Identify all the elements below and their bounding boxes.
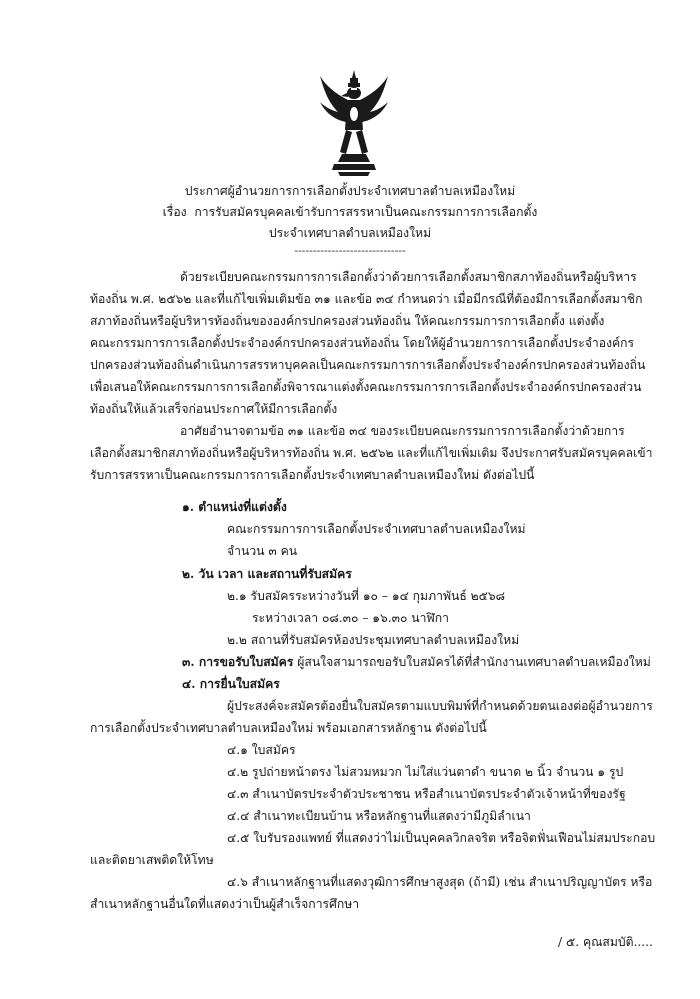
subject-label: เรื่อง xyxy=(162,205,187,219)
section-1-position: คณะกรรมการการเลือกตั้งประจำเทศบาลตำบลเหมืองใหม่ xyxy=(227,522,526,536)
announcement-title: ประกาศผู้อำนวยการการเลือกตั้งประจำเทศบาลตำบลเหมืองใหม่ xyxy=(184,184,516,198)
subject-line-2: ประจำเทศบาลตำบลเหมืองใหม่ xyxy=(268,226,432,240)
section-2-title: ๒. วัน เวลา และสถานที่รับสมัคร xyxy=(182,567,352,581)
section-4-4: ๔.๔ สำเนาทะเบียนบ้าน หรือหลักฐานที่แสดงว่ามีภูมิลำเนา xyxy=(227,809,531,823)
section-1-title: ๑. ตำแหน่งที่แต่งตั้ง xyxy=(182,500,287,514)
section-4-6-cont: สำเนาหลักฐานอื่นใดที่แสดงว่าเป็นผู้สำเร็จการศึกษา xyxy=(90,897,360,911)
section-3-text: ผู้สนใจสามารถขอรับใบสมัครได้ที่สำนักงานเทศบาลตำบลเหมืองใหม่ xyxy=(297,655,651,669)
intro-p1-line5: ปกครองส่วนท้องถิ่นดำเนินการสรรหาบุคคลเป็นคณะกรรมการการเลือกตั้งประจำองค์กรปกครองส่วนท้องถิ่น xyxy=(90,358,646,372)
garuda-emblem-icon xyxy=(318,68,390,178)
section-4-1: ๔.๑ ใบสมัคร xyxy=(227,743,296,757)
subject-line xyxy=(0,204,700,220)
section-4-para-line1: ผู้ประสงค์จะสมัครต้องยื่นใบสมัครตามแบบพิมพ์ที่กำหนดด้วยตนเองต่อผู้อำนวยการ xyxy=(227,699,653,713)
intro-p1-line2: ท้องถิ่น พ.ศ. ๒๕๖๒ และที่แก้ไขเพิ่มเติมข้อ ๓๑ และข้อ ๓๔ กำหนดว่า เมื่อมีกรณีที่ต้องมีการเลือกตั้งสมาชิก xyxy=(90,292,643,306)
section-2-1-time: ระหว่างเวลา ๐๘.๓๐ – ๑๖.๓๐ นาฬิกา xyxy=(252,611,450,625)
subject-text: การรับสมัครบุคคลเข้ารับการสรรหาเป็นคณะกรรมการการเลือกตั้ง xyxy=(194,205,538,219)
intro-p2-line2: เลือกตั้งสมาชิกสภาท้องถิ่นหรือผู้บริหารท้องถิ่น พ.ศ. ๒๕๖๒ และที่แก้ไขเพิ่มเติม จึงประกาศรับสมัครบุคคลเข้า xyxy=(90,446,653,460)
header-separator: ------------------------------ xyxy=(294,244,406,257)
section-4-5: ๔.๕ ใบรับรองแพทย์ ที่แสดงว่าไม่เป็นบุคคลวิกลจริต หรือจิตฟั่นเฟือนไม่สมประกอบ xyxy=(227,831,656,845)
section-4-para-line2: การเลือกตั้งประจำเทศบาลตำบลเหมืองใหม่ พร้อมเอกสารหลักฐาน ดังต่อไปนี้ xyxy=(90,721,487,735)
intro-p2-line1: อาศัยอำนาจตามข้อ ๓๑ และข้อ ๓๔ ของระเบียบคณะกรรมการการเลือกตั้งว่าด้วยการ xyxy=(180,424,625,438)
intro-p1-line6: เพื่อเสนอให้คณะกรรมการการเลือกตั้งพิจารณาแต่งตั้งคณะกรรมการการเลือกตั้งประจำองค์กรปกครองส่วน xyxy=(90,380,642,394)
section-1-count: จำนวน ๓ คน xyxy=(227,544,298,558)
section-4-3: ๔.๓ สำเนาบัตรประจำตัวประชาชน หรือสำเนาบัตรประจำตัวเจ้าหน้าที่ของรัฐ xyxy=(227,787,626,801)
section-4-5-cont: และติดยาเสพติดให้โทษ xyxy=(90,853,214,867)
section-3-title: ๓. การขอรับใบสมัคร xyxy=(182,655,294,669)
intro-p1-line4: คณะกรรมการการเลือกตั้งประจำองค์กรปกครองส่วนท้องถิ่น โดยให้ผู้อำนวยการการเลือกตั้งประจำองค์กร xyxy=(90,336,635,350)
intro-p1-line3: สภาท้องถิ่นหรือผู้บริหารท้องถิ่นขององค์กรปกครองส่วนท้องถิ่น ให้คณะกรรมการการเลือกตั้ง แต่งตั้ง xyxy=(90,314,605,328)
intro-p2-line3: รับการสรรหาเป็นคณะกรรมการการเลือกตั้งประจำเทศบาลตำบลเหมืองใหม่ ดังต่อไปนี้ xyxy=(90,468,535,482)
section-4-2: ๔.๒ รูปถ่ายหน้าตรง ไม่สวมหมวก ไม่ใส่แว่นตาดำ ขนาด ๒ นิ้ว จำนวน ๑ รูป xyxy=(227,765,624,779)
section-3 xyxy=(182,654,651,670)
section-2-1-dates: ๒.๑ รับสมัครระหว่างวันที่ ๑๐ – ๑๔ กุมภาพันธ์ ๒๕๖๘ xyxy=(227,589,506,603)
continued-marker: / ๕. คุณสมบัติ..... xyxy=(558,935,653,949)
intro-p1-line7: ท้องถิ่นให้แล้วเสร็จก่อนประกาศให้มีการเลือกตั้ง xyxy=(90,402,338,416)
intro-p1-line1: ด้วยระเบียบคณะกรรมการการเลือกตั้งว่าด้วยการเลือกตั้งสมาชิกสภาท้องถิ่นหรือผู้บริหาร xyxy=(180,270,637,284)
section-4-6: ๔.๖ สำเนาหลักฐานที่แสดงวุฒิการศึกษาสูงสุด (ถ้ามี) เช่น สำเนาปริญญาบัตร หรือ xyxy=(227,875,653,889)
section-4-title: ๔. การยื่นใบสมัคร xyxy=(182,677,280,691)
section-2-2-place: ๒.๒ สถานที่รับสมัครห้องประชุมเทศบาลตำบลเหมืองใหม่ xyxy=(227,633,520,647)
